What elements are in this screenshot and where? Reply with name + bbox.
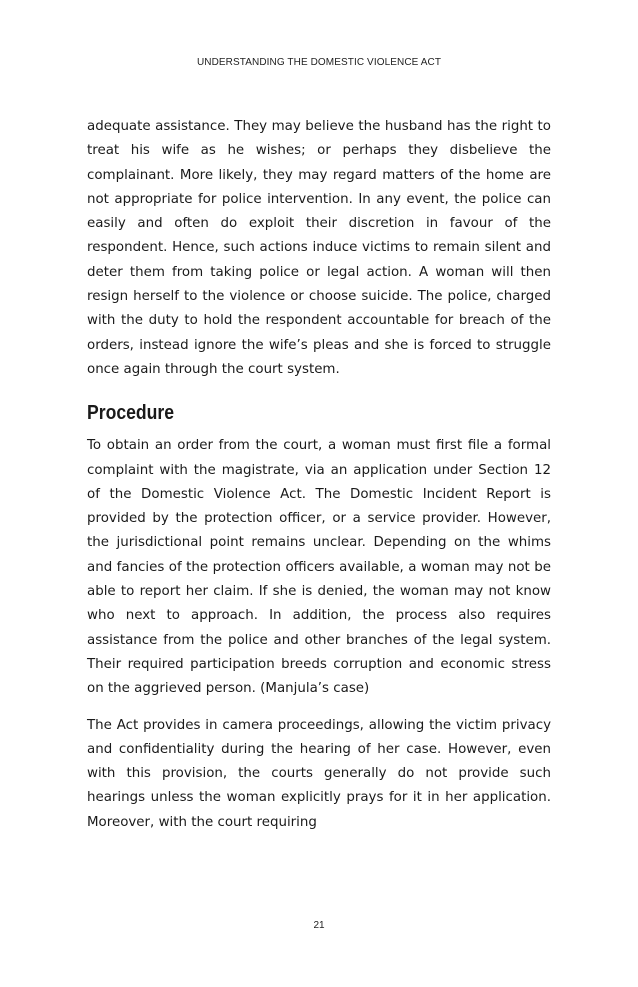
running-header: UNDERSTANDING THE DOMESTIC VIOLENCE ACT: [196, 57, 442, 68]
body-paragraph: To obtain an order from the court, a woman must first file a formal complaint with the magistrate, via an application under Section 12 of the Domestic Violence Act. The Domestic Incident Report is provided by the protection officer, or a service provider. However, the jurisdictional point remains unclear. Depending on the whims and fancies of the protection officers available, a woman may not be able to report her claim. If she is denied, the woman may not know who next to approach. In addition, the process also requires assistance from the police and other branches of the legal system. Their required participation breeds corruption and economic stress on the aggrieved person. (Manjula’s case): [87, 438, 551, 697]
body-paragraph: adequate assistance. They may believe the husband has the right to treat his wife as he wishes; or perhaps they disbelieve the complainant. More likely, they may regard matters of the home are not appropriate for police intervention. In any event, the police can easily and often do exploit their discretion in favour of the respondent. Hence, such actions induce victims to remain silent and deter them from taking police or legal action. A woman will then resign herself to the violence or choose suicide. The police, charged with the duty to hold the respondent accountable for breach of the orders, instead ignore the wife’s pleas and she is forced to struggle once again through the court system.: [87, 119, 551, 377]
body-paragraph: The Act provides in camera proceedings, allowing the victim privacy and confidentiality during the hearing of her case. However, even with this provision, the courts generally do not provide such hearings unless the woman explicitly prays for it in her application. Moreover, with the court requiring: [87, 717, 551, 830]
section-heading: Procedure: [87, 402, 175, 425]
page-body: [87, 115, 551, 835]
page-number: 21: [313, 920, 325, 931]
